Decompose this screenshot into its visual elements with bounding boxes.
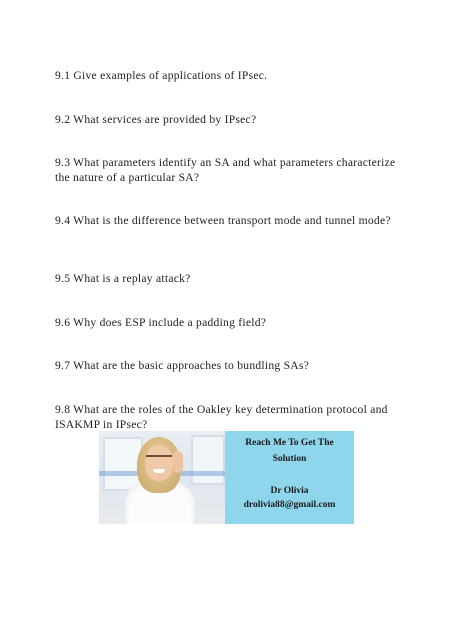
person-hand xyxy=(173,451,183,473)
question-9-4: 9.4 What is the difference between transport mode and tunnel mode? xyxy=(55,214,391,227)
question-9-7: 9.7 What are the basic approaches to bundling SAs? xyxy=(55,359,310,372)
woman-photo xyxy=(99,431,225,524)
glasses-icon xyxy=(146,455,172,463)
promo-headline-2: Solution xyxy=(272,454,307,464)
question-9-6: 9.6 Why does ESP include a padding field? xyxy=(55,316,267,329)
promo-headline: Reach Me To Get The xyxy=(245,438,334,448)
question-9-2: 9.2 What services are provided by IPsec? xyxy=(55,113,257,126)
question-9-5: 9.5 What is a replay attack? xyxy=(55,272,191,285)
promo-info-panel xyxy=(225,431,354,524)
question-9-1: 9.1 Give examples of applications of IPsec. xyxy=(55,69,268,82)
promo-banner xyxy=(99,431,354,524)
question-9-3: 9.3 What parameters identify an SA and what parameters characterize the nature of a particular SA? xyxy=(55,156,396,184)
promo-email: drolivia88@gmail.com xyxy=(243,500,336,510)
person-face xyxy=(145,445,173,481)
question-9-8: 9.8 What are the roles of the Oakley key determination protocol and ISAKMP in IPsec? xyxy=(55,403,388,431)
background-window xyxy=(191,435,225,485)
promo-name: Dr Olivia xyxy=(270,486,309,496)
